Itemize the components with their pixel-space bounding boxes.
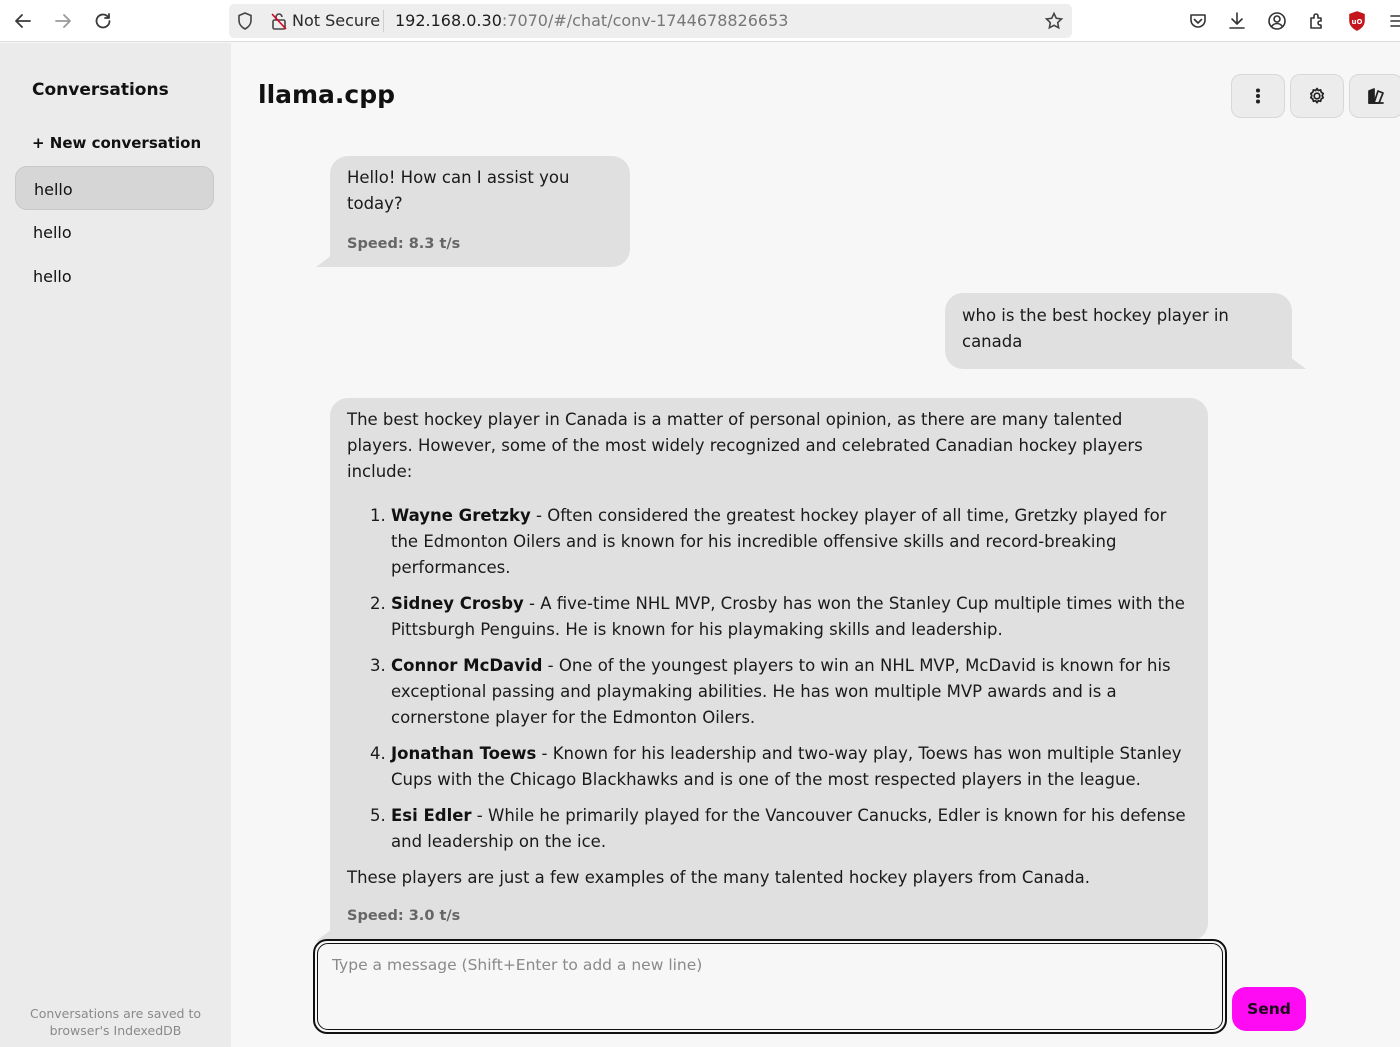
message-text: who is the best hockey player in canada [962, 306, 1229, 351]
speed-label: Speed: 8.3 t/s [347, 236, 461, 252]
theme-button[interactable] [1349, 74, 1400, 118]
download-icon[interactable] [1226, 10, 1248, 32]
storage-note-line1: Conversations are saved to [29, 1006, 202, 1021]
browser-toolbar [0, 0, 1400, 42]
list-item [391, 591, 1191, 643]
vertical-dots-icon [1248, 86, 1268, 106]
app-title: llama.cpp [258, 80, 396, 109]
new-conversation-button[interactable]: + New conversation [32, 134, 202, 152]
list-item [391, 653, 1191, 731]
sidebar [0, 43, 231, 1047]
address-bar[interactable] [229, 4, 1072, 38]
player-name: Connor McDavid [391, 656, 543, 675]
security-label[interactable]: Not Secure [292, 11, 381, 30]
speed-label: Speed: 3.0 t/s [347, 908, 461, 924]
settings-button[interactable] [1290, 74, 1344, 118]
conversation-item[interactable]: hello [33, 223, 72, 242]
url-path: :7070/#/chat/conv-1744678826653 [501, 11, 789, 30]
player-name: Sidney Crosby [391, 594, 524, 613]
player-name: Wayne Gretzky [391, 506, 531, 525]
player-desc: - One of the youngest players to win an NHL MVP, McDavid is known for his exceptional passing and playmaking abilities. He has won multiple MVP awards and is a cornerstone player for the Edmonton Oilers. [391, 656, 1171, 727]
bookmark-star-icon[interactable] [1044, 11, 1064, 31]
storage-note-line2: browser's IndexedDB [49, 1023, 182, 1038]
send-button[interactable]: Send [1232, 987, 1306, 1031]
list-item [391, 503, 1191, 581]
sidebar-title: Conversations [32, 80, 169, 100]
back-icon[interactable] [8, 6, 38, 36]
player-name: Jonathan Toews [391, 744, 537, 763]
extensions-icon[interactable] [1306, 10, 1328, 32]
player-desc: - While he primarily played for the Vancouver Canucks, Edler is known for his defense and leadership on the ice. [391, 806, 1186, 851]
reload-icon[interactable] [88, 6, 118, 36]
user-message [945, 293, 1292, 369]
url-separator [383, 10, 384, 32]
message-input[interactable] [317, 943, 1223, 1030]
player-list [347, 503, 1191, 855]
menu-icon[interactable] [1390, 10, 1400, 32]
player-desc: - A five-time NHL MVP, Crosby has won the Stanley Cup multiple times with the Pittsburgh Penguins. He is known for his playmaking skills and leadership. [391, 594, 1185, 639]
url-text[interactable] [395, 11, 788, 30]
assistant-message [330, 156, 630, 267]
ublock-icon[interactable] [1346, 10, 1368, 32]
storage-note [0, 1005, 231, 1039]
conversation-item[interactable]: hello [33, 267, 72, 286]
gear-icon [1307, 86, 1327, 106]
svg-text:uO: uO [1351, 18, 1363, 26]
palette-icon [1366, 86, 1386, 106]
player-desc: - Known for his leadership and two-way play, Toews has won multiple Stanley Cups with the Chicago Blackhawks and is one of the most respected players in the league. [391, 744, 1182, 789]
tracking-shield-icon[interactable] [235, 11, 255, 31]
list-item [391, 741, 1191, 793]
insecure-lock-icon[interactable] [269, 11, 289, 31]
player-name: Esi Edler [391, 806, 472, 825]
message-composer [313, 939, 1227, 1034]
url-host: 192.168.0.30 [395, 11, 502, 30]
message-text: Hello! How can I assist you today? [347, 168, 570, 213]
list-item [391, 803, 1191, 855]
conversation-item[interactable]: hello [15, 166, 214, 210]
more-options-button[interactable] [1231, 74, 1285, 118]
assistant-message [330, 398, 1208, 941]
player-desc: - Often considered the greatest hockey player of all time, Gretzky played for the Edmonton Oilers and is known for his incredible offensive skills and record-breaking performances. [391, 506, 1167, 577]
message-outro: These players are just a few examples of the many talented hockey players from Canada. [347, 868, 1090, 887]
account-icon[interactable] [1266, 10, 1288, 32]
pocket-icon[interactable] [1187, 10, 1209, 32]
message-intro: The best hockey player in Canada is a matter of personal opinion, as there are many talented players. However, some of the most widely recognized and celebrated Canadian hockey players include: [347, 410, 1143, 481]
forward-icon[interactable] [48, 6, 78, 36]
